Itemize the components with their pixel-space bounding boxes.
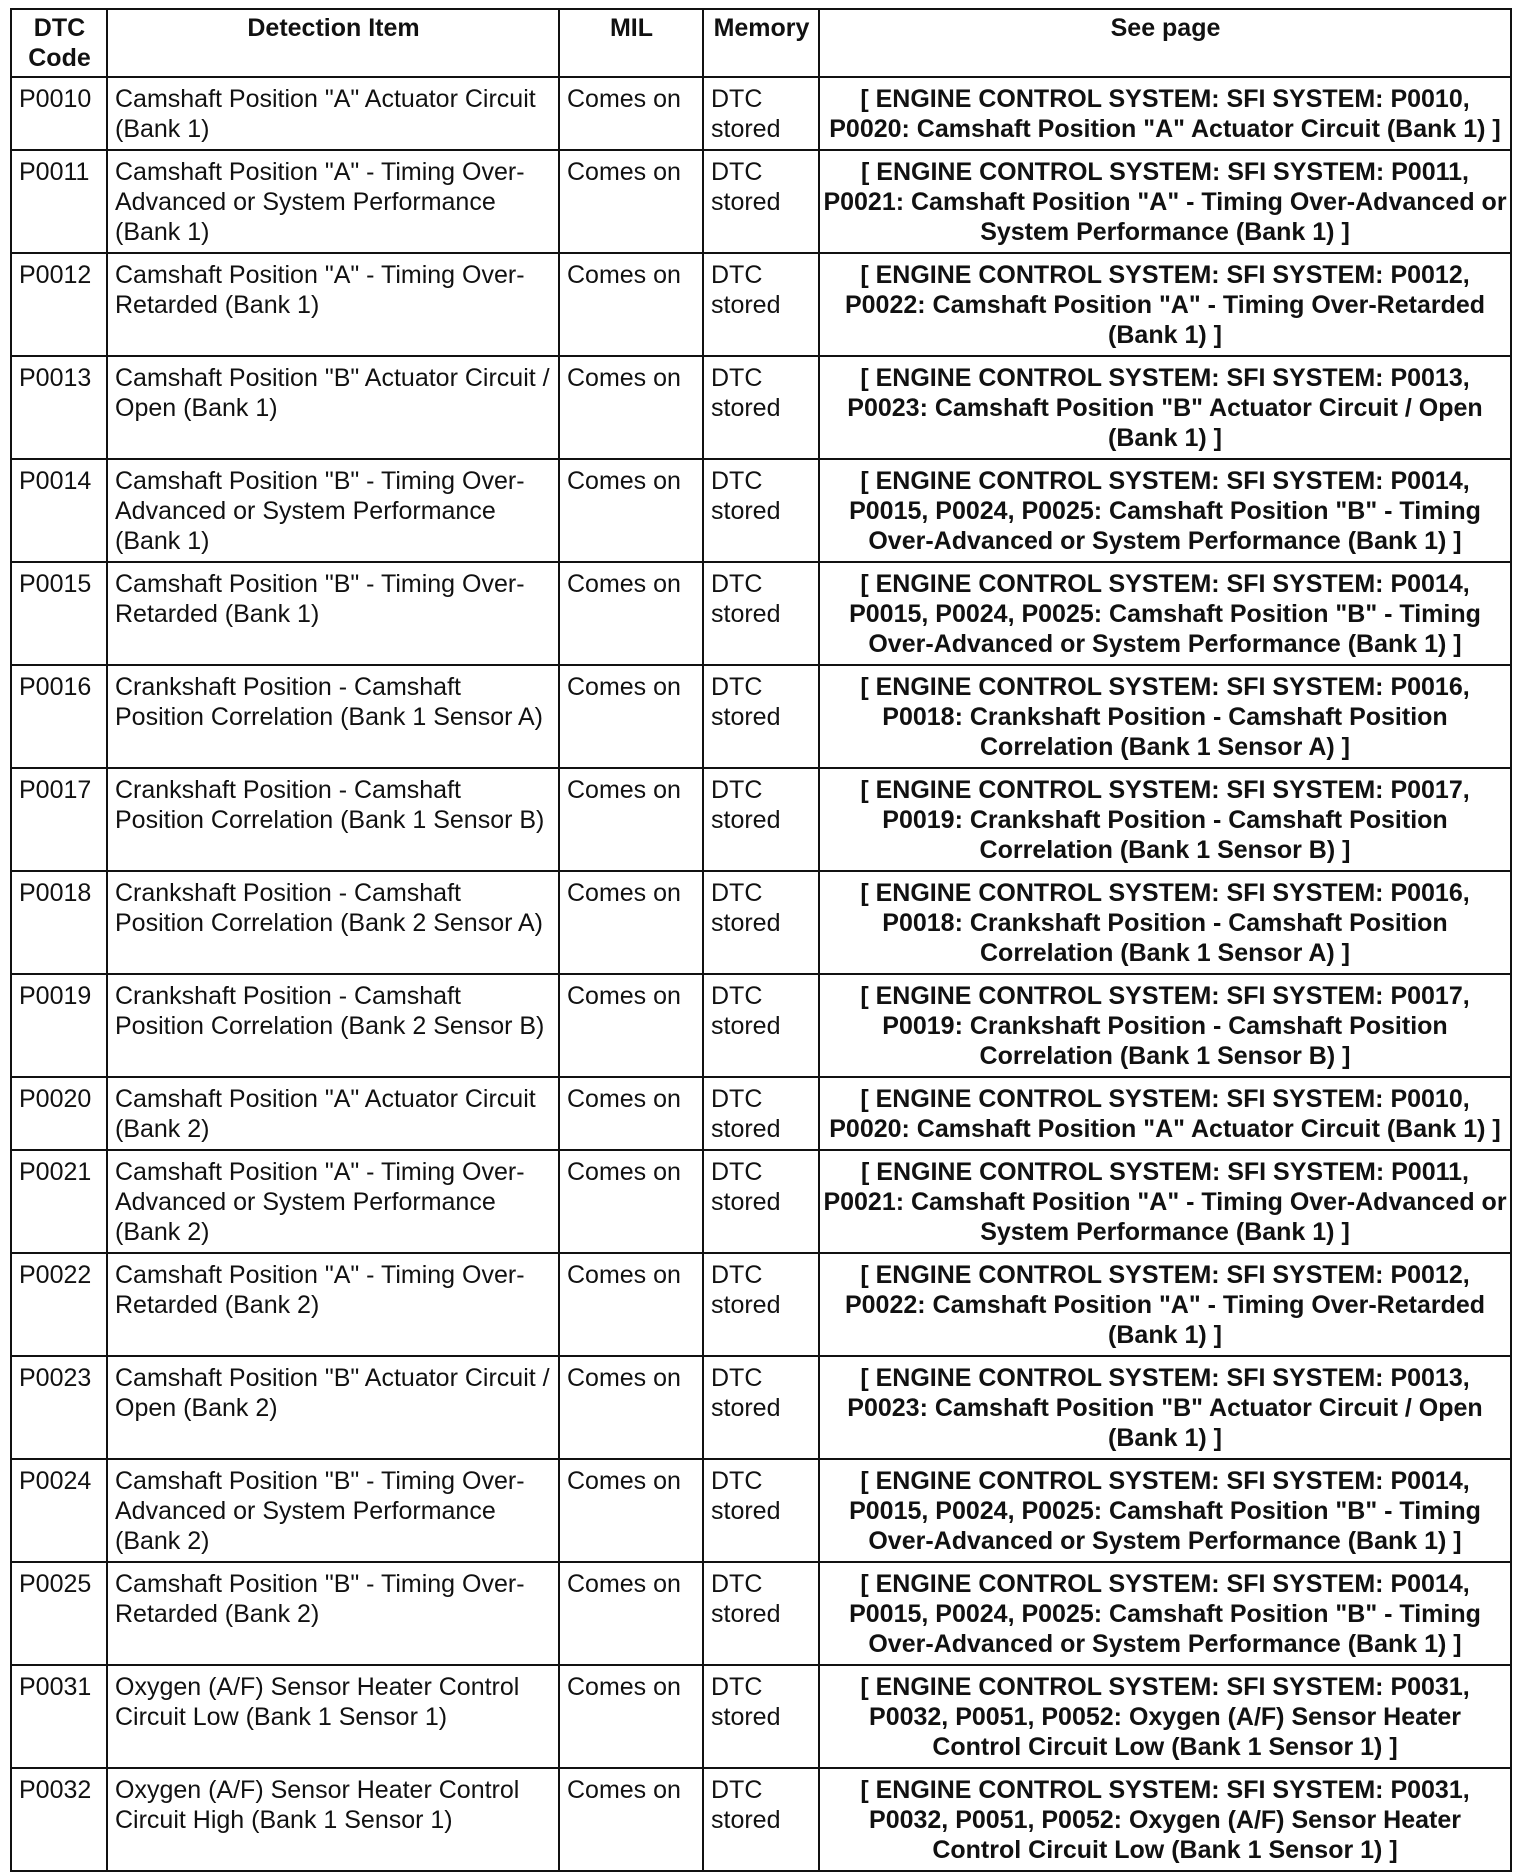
table-row (11, 768, 1511, 871)
memory-cell: DTC stored (703, 768, 819, 871)
header-dtc-code: DTC Code (11, 9, 107, 77)
document-page (10, 8, 1510, 1872)
see-page-link[interactable]: [ ENGINE CONTROL SYSTEM: SFI SYSTEM: P0011, P0021: Camshaft Position "A" - Timing Over-Advanced or System Performance (Bank 1) ] (819, 150, 1511, 253)
mil-cell: Comes on (559, 974, 703, 1077)
mil-cell: Comes on (559, 459, 703, 562)
see-page-link[interactable]: [ ENGINE CONTROL SYSTEM: SFI SYSTEM: P0010, P0020: Camshaft Position "A" Actuator Circuit (Bank 1) ] (819, 77, 1511, 150)
mil-cell: Comes on (559, 1253, 703, 1356)
see-page-link[interactable]: [ ENGINE CONTROL SYSTEM: SFI SYSTEM: P0014, P0015, P0024, P0025: Camshaft Position "B" - Timing Over-Advanced or System Performance (Bank 1) ] (819, 1562, 1511, 1665)
mil-cell: Comes on (559, 1356, 703, 1459)
dtc-code-cell: P0012 (11, 253, 107, 356)
dtc-table (10, 8, 1512, 1872)
detection-item-cell: Camshaft Position "B" - Timing Over-Advanced or System Performance (Bank 1) (107, 459, 559, 562)
table-row (11, 1253, 1511, 1356)
detection-item-cell: Crankshaft Position - Camshaft Position Correlation (Bank 2 Sensor A) (107, 871, 559, 974)
dtc-code-cell: P0015 (11, 562, 107, 665)
table-row (11, 1356, 1511, 1459)
table-row (11, 253, 1511, 356)
mil-cell: Comes on (559, 1562, 703, 1665)
header-mil: MIL (559, 9, 703, 77)
detection-item-cell: Camshaft Position "A" Actuator Circuit (Bank 1) (107, 77, 559, 150)
detection-item-cell: Camshaft Position "A" - Timing Over-Retarded (Bank 2) (107, 1253, 559, 1356)
table-row (11, 77, 1511, 150)
dtc-code-cell: P0024 (11, 1459, 107, 1562)
mil-cell: Comes on (559, 356, 703, 459)
table-row (11, 1562, 1511, 1665)
mil-cell: Comes on (559, 665, 703, 768)
detection-item-cell: Oxygen (A/F) Sensor Heater Control Circuit High (Bank 1 Sensor 1) (107, 1768, 559, 1871)
memory-cell: DTC stored (703, 665, 819, 768)
detection-item-cell: Camshaft Position "A" Actuator Circuit (Bank 2) (107, 1077, 559, 1150)
mil-cell: Comes on (559, 1459, 703, 1562)
detection-item-cell: Camshaft Position "A" - Timing Over-Advanced or System Performance (Bank 1) (107, 150, 559, 253)
header-see-page: See page (819, 9, 1511, 77)
dtc-code-cell: P0020 (11, 1077, 107, 1150)
detection-item-cell: Camshaft Position "B" - Timing Over-Advanced or System Performance (Bank 2) (107, 1459, 559, 1562)
table-row (11, 665, 1511, 768)
mil-cell: Comes on (559, 1768, 703, 1871)
see-page-link[interactable]: [ ENGINE CONTROL SYSTEM: SFI SYSTEM: P0014, P0015, P0024, P0025: Camshaft Position "B" - Timing Over-Advanced or System Performance (Bank 1) ] (819, 1459, 1511, 1562)
detection-item-cell: Oxygen (A/F) Sensor Heater Control Circuit Low (Bank 1 Sensor 1) (107, 1665, 559, 1768)
memory-cell: DTC stored (703, 150, 819, 253)
memory-cell: DTC stored (703, 1077, 819, 1150)
see-page-link[interactable]: [ ENGINE CONTROL SYSTEM: SFI SYSTEM: P0017, P0019: Crankshaft Position - Camshaft Position Correlation (Bank 1 Sensor B) ] (819, 768, 1511, 871)
mil-cell: Comes on (559, 1077, 703, 1150)
table-row (11, 562, 1511, 665)
table-row (11, 1459, 1511, 1562)
see-page-link[interactable]: [ ENGINE CONTROL SYSTEM: SFI SYSTEM: P0017, P0019: Crankshaft Position - Camshaft Position Correlation (Bank 1 Sensor B) ] (819, 974, 1511, 1077)
mil-cell: Comes on (559, 768, 703, 871)
memory-cell: DTC stored (703, 1459, 819, 1562)
table-row (11, 871, 1511, 974)
table-row (11, 1077, 1511, 1150)
detection-item-cell: Camshaft Position "B" - Timing Over-Retarded (Bank 1) (107, 562, 559, 665)
dtc-code-cell: P0021 (11, 1150, 107, 1253)
table-row (11, 1768, 1511, 1871)
detection-item-cell: Camshaft Position "B" Actuator Circuit / Open (Bank 2) (107, 1356, 559, 1459)
memory-cell: DTC stored (703, 1253, 819, 1356)
dtc-code-cell: P0022 (11, 1253, 107, 1356)
dtc-code-cell: P0011 (11, 150, 107, 253)
memory-cell: DTC stored (703, 77, 819, 150)
memory-cell: DTC stored (703, 459, 819, 562)
dtc-code-cell: P0025 (11, 1562, 107, 1665)
mil-cell: Comes on (559, 1665, 703, 1768)
memory-cell: DTC stored (703, 1150, 819, 1253)
dtc-code-cell: P0010 (11, 77, 107, 150)
see-page-link[interactable]: [ ENGINE CONTROL SYSTEM: SFI SYSTEM: P0016, P0018: Crankshaft Position - Camshaft Position Correlation (Bank 1 Sensor A) ] (819, 665, 1511, 768)
detection-item-cell: Crankshaft Position - Camshaft Position Correlation (Bank 1 Sensor A) (107, 665, 559, 768)
dtc-code-cell: P0032 (11, 1768, 107, 1871)
see-page-link[interactable]: [ ENGINE CONTROL SYSTEM: SFI SYSTEM: P0014, P0015, P0024, P0025: Camshaft Position "B" - Timing Over-Advanced or System Performance (Bank 1) ] (819, 562, 1511, 665)
dtc-code-cell: P0013 (11, 356, 107, 459)
memory-cell: DTC stored (703, 1562, 819, 1665)
detection-item-cell: Crankshaft Position - Camshaft Position Correlation (Bank 2 Sensor B) (107, 974, 559, 1077)
mil-cell: Comes on (559, 871, 703, 974)
memory-cell: DTC stored (703, 1768, 819, 1871)
memory-cell: DTC stored (703, 253, 819, 356)
detection-item-cell: Crankshaft Position - Camshaft Position Correlation (Bank 1 Sensor B) (107, 768, 559, 871)
table-body (11, 77, 1511, 1871)
table-header-row (11, 9, 1511, 77)
memory-cell: DTC stored (703, 1665, 819, 1768)
detection-item-cell: Camshaft Position "B" - Timing Over-Retarded (Bank 2) (107, 1562, 559, 1665)
see-page-link[interactable]: [ ENGINE CONTROL SYSTEM: SFI SYSTEM: P0016, P0018: Crankshaft Position - Camshaft Position Correlation (Bank 1 Sensor A) ] (819, 871, 1511, 974)
memory-cell: DTC stored (703, 562, 819, 665)
mil-cell: Comes on (559, 77, 703, 150)
mil-cell: Comes on (559, 562, 703, 665)
table-row (11, 150, 1511, 253)
dtc-code-cell: P0023 (11, 1356, 107, 1459)
memory-cell: DTC stored (703, 1356, 819, 1459)
see-page-link[interactable]: [ ENGINE CONTROL SYSTEM: SFI SYSTEM: P0031, P0032, P0051, P0052: Oxygen (A/F) Sensor Heater Control Circuit Low (Bank 1 Sensor 1) ] (819, 1665, 1511, 1768)
dtc-code-cell: P0016 (11, 665, 107, 768)
see-page-link[interactable]: [ ENGINE CONTROL SYSTEM: SFI SYSTEM: P0012, P0022: Camshaft Position "A" - Timing Over-Retarded (Bank 1) ] (819, 1253, 1511, 1356)
see-page-link[interactable]: [ ENGINE CONTROL SYSTEM: SFI SYSTEM: P0010, P0020: Camshaft Position "A" Actuator Circuit (Bank 1) ] (819, 1077, 1511, 1150)
mil-cell: Comes on (559, 253, 703, 356)
detection-item-cell: Camshaft Position "A" - Timing Over-Retarded (Bank 1) (107, 253, 559, 356)
table-row (11, 1150, 1511, 1253)
mil-cell: Comes on (559, 150, 703, 253)
detection-item-cell: Camshaft Position "B" Actuator Circuit / Open (Bank 1) (107, 356, 559, 459)
dtc-code-cell: P0018 (11, 871, 107, 974)
dtc-code-cell: P0014 (11, 459, 107, 562)
dtc-code-cell: P0031 (11, 1665, 107, 1768)
table-row (11, 1665, 1511, 1768)
memory-cell: DTC stored (703, 871, 819, 974)
see-page-link[interactable]: [ ENGINE CONTROL SYSTEM: SFI SYSTEM: P0031, P0032, P0051, P0052: Oxygen (A/F) Sensor Heater Control Circuit Low (Bank 1 Sensor 1) ] (819, 1768, 1511, 1871)
see-page-link[interactable]: [ ENGINE CONTROL SYSTEM: SFI SYSTEM: P0011, P0021: Camshaft Position "A" - Timing Over-Advanced or System Performance (Bank 1) ] (819, 1150, 1511, 1253)
header-memory: Memory (703, 9, 819, 77)
memory-cell: DTC stored (703, 974, 819, 1077)
table-row (11, 356, 1511, 459)
memory-cell: DTC stored (703, 356, 819, 459)
see-page-link[interactable]: [ ENGINE CONTROL SYSTEM: SFI SYSTEM: P0013, P0023: Camshaft Position "B" Actuator Circuit / Open (Bank 1) ] (819, 1356, 1511, 1459)
see-page-link[interactable]: [ ENGINE CONTROL SYSTEM: SFI SYSTEM: P0013, P0023: Camshaft Position "B" Actuator Circuit / Open (Bank 1) ] (819, 356, 1511, 459)
table-row (11, 974, 1511, 1077)
table-row (11, 459, 1511, 562)
mil-cell: Comes on (559, 1150, 703, 1253)
detection-item-cell: Camshaft Position "A" - Timing Over-Advanced or System Performance (Bank 2) (107, 1150, 559, 1253)
dtc-code-cell: P0019 (11, 974, 107, 1077)
see-page-link[interactable]: [ ENGINE CONTROL SYSTEM: SFI SYSTEM: P0014, P0015, P0024, P0025: Camshaft Position "B" - Timing Over-Advanced or System Performance (Bank 1) ] (819, 459, 1511, 562)
dtc-code-cell: P0017 (11, 768, 107, 871)
header-detection-item: Detection Item (107, 9, 559, 77)
see-page-link[interactable]: [ ENGINE CONTROL SYSTEM: SFI SYSTEM: P0012, P0022: Camshaft Position "A" - Timing Over-Retarded (Bank 1) ] (819, 253, 1511, 356)
